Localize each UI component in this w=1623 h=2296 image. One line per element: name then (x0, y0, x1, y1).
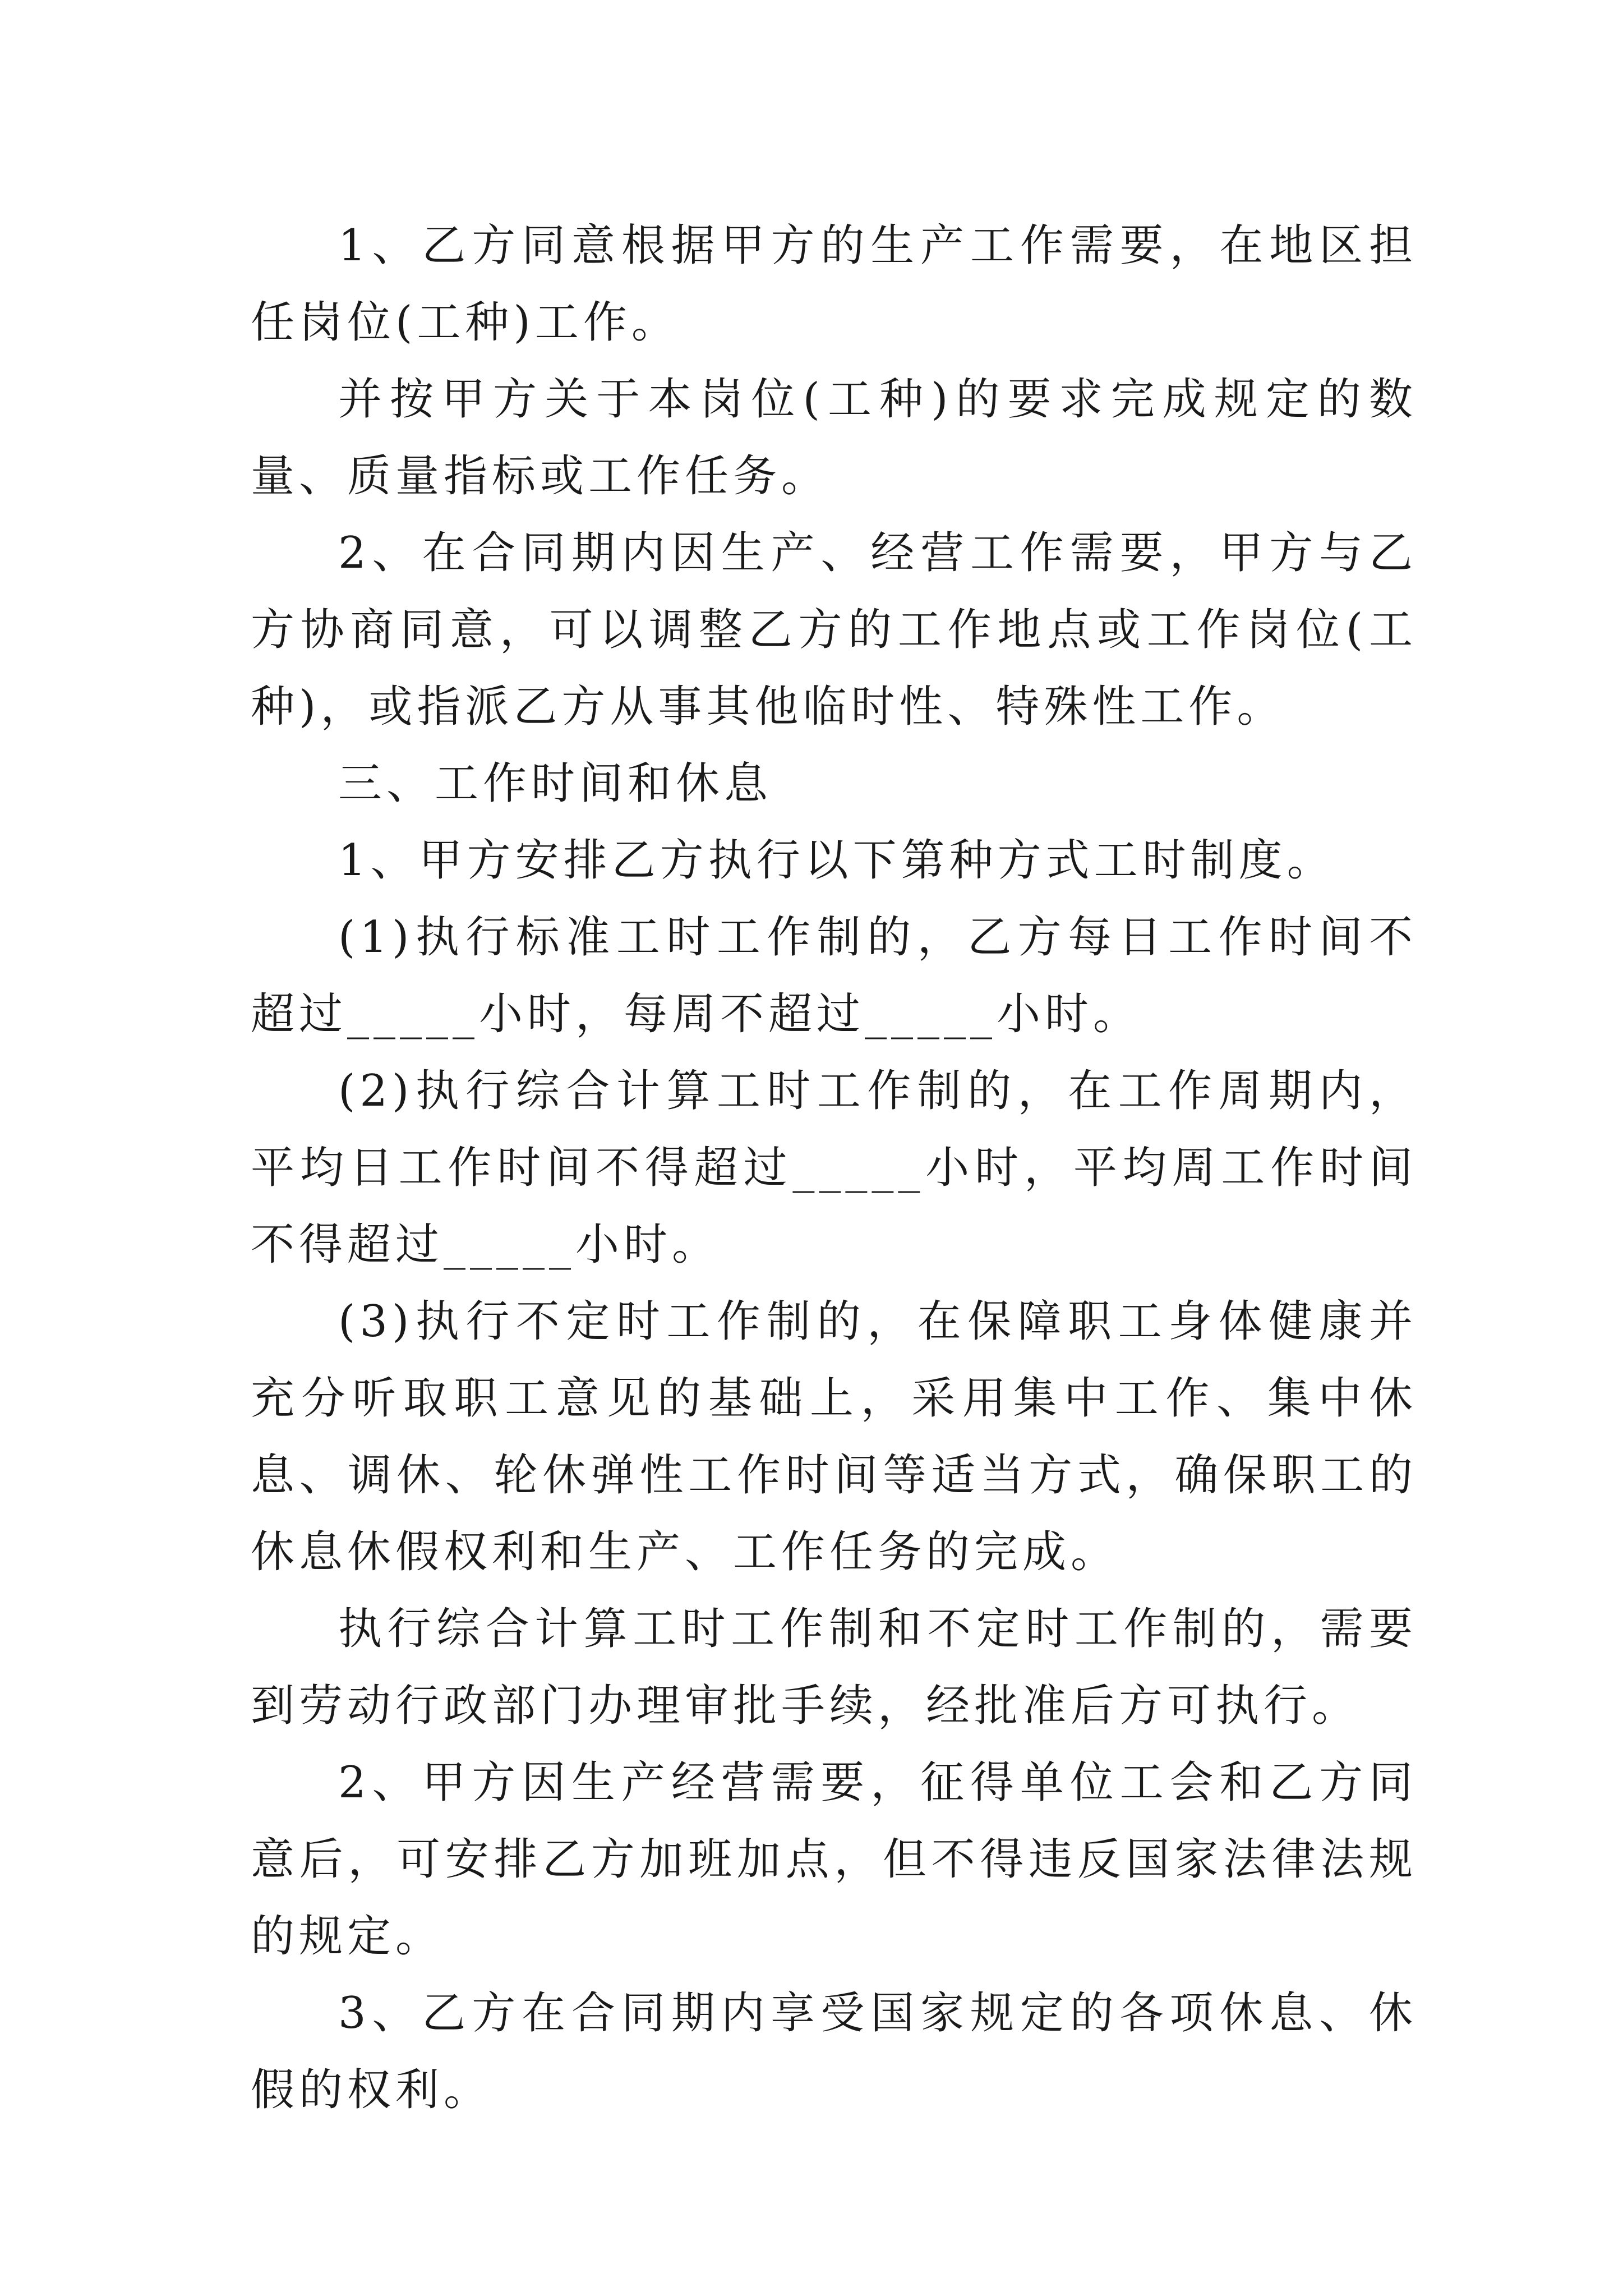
paragraph-approval: 执行综合计算工时工作制和不定时工作制的，需要到劳动行政部门办理审批手续，经批准后方可执行。 (251, 1604, 1417, 1731)
paragraph-standard-hours: (1)执行标准工时工作制的，乙方每日工作时间不超过_____小时，每周不超过_____小时。 (251, 912, 1417, 1039)
paragraph-flexible-hours: (3)执行不定时工作制的，在保障职工身体健康并充分听取职工意见的基础上，采用集中工作、集中休息、调休、轮休弹性工作时间等适当方式，确保职工的休息休假权利和生产、工作任务的完成。 (251, 1296, 1417, 1577)
section-heading-work-hours: 三、工作时间和休息 (338, 758, 773, 809)
paragraph-comprehensive-hours: (2)执行综合计算工时工作制的，在工作周期内，平均日工作时间不得超过_____小时，平均周工作时间不得超过_____小时。 (251, 1066, 1417, 1270)
paragraph-job-assignment: 1、乙方同意根据甲方的生产工作需要，在地区担任岗位(工种)工作。 (251, 220, 1417, 348)
paragraph-job-requirements: 并按甲方关于本岗位(工种)的要求完成规定的数量、质量指标或工作任务。 (251, 374, 1417, 501)
document-body (251, 208, 1417, 2129)
paragraph-work-hour-system: 1、甲方安排乙方执行以下第种方式工时制度。 (338, 835, 1335, 886)
paragraph-job-adjustment: 2、在合同期内因生产、经营工作需要，甲方与乙方协商同意，可以调整乙方的工作地点或工作岗位(工种)，或指派乙方从事其他临时性、特殊性工作。 (251, 528, 1417, 732)
paragraph-rest-rights: 3、乙方在合同期内享受国家规定的各项休息、休假的权利。 (251, 1988, 1417, 2115)
paragraph-overtime: 2、甲方因生产经营需要，征得单位工会和乙方同意后，可安排乙方加班加点，但不得违反国家法律法规的规定。 (251, 1757, 1417, 1962)
